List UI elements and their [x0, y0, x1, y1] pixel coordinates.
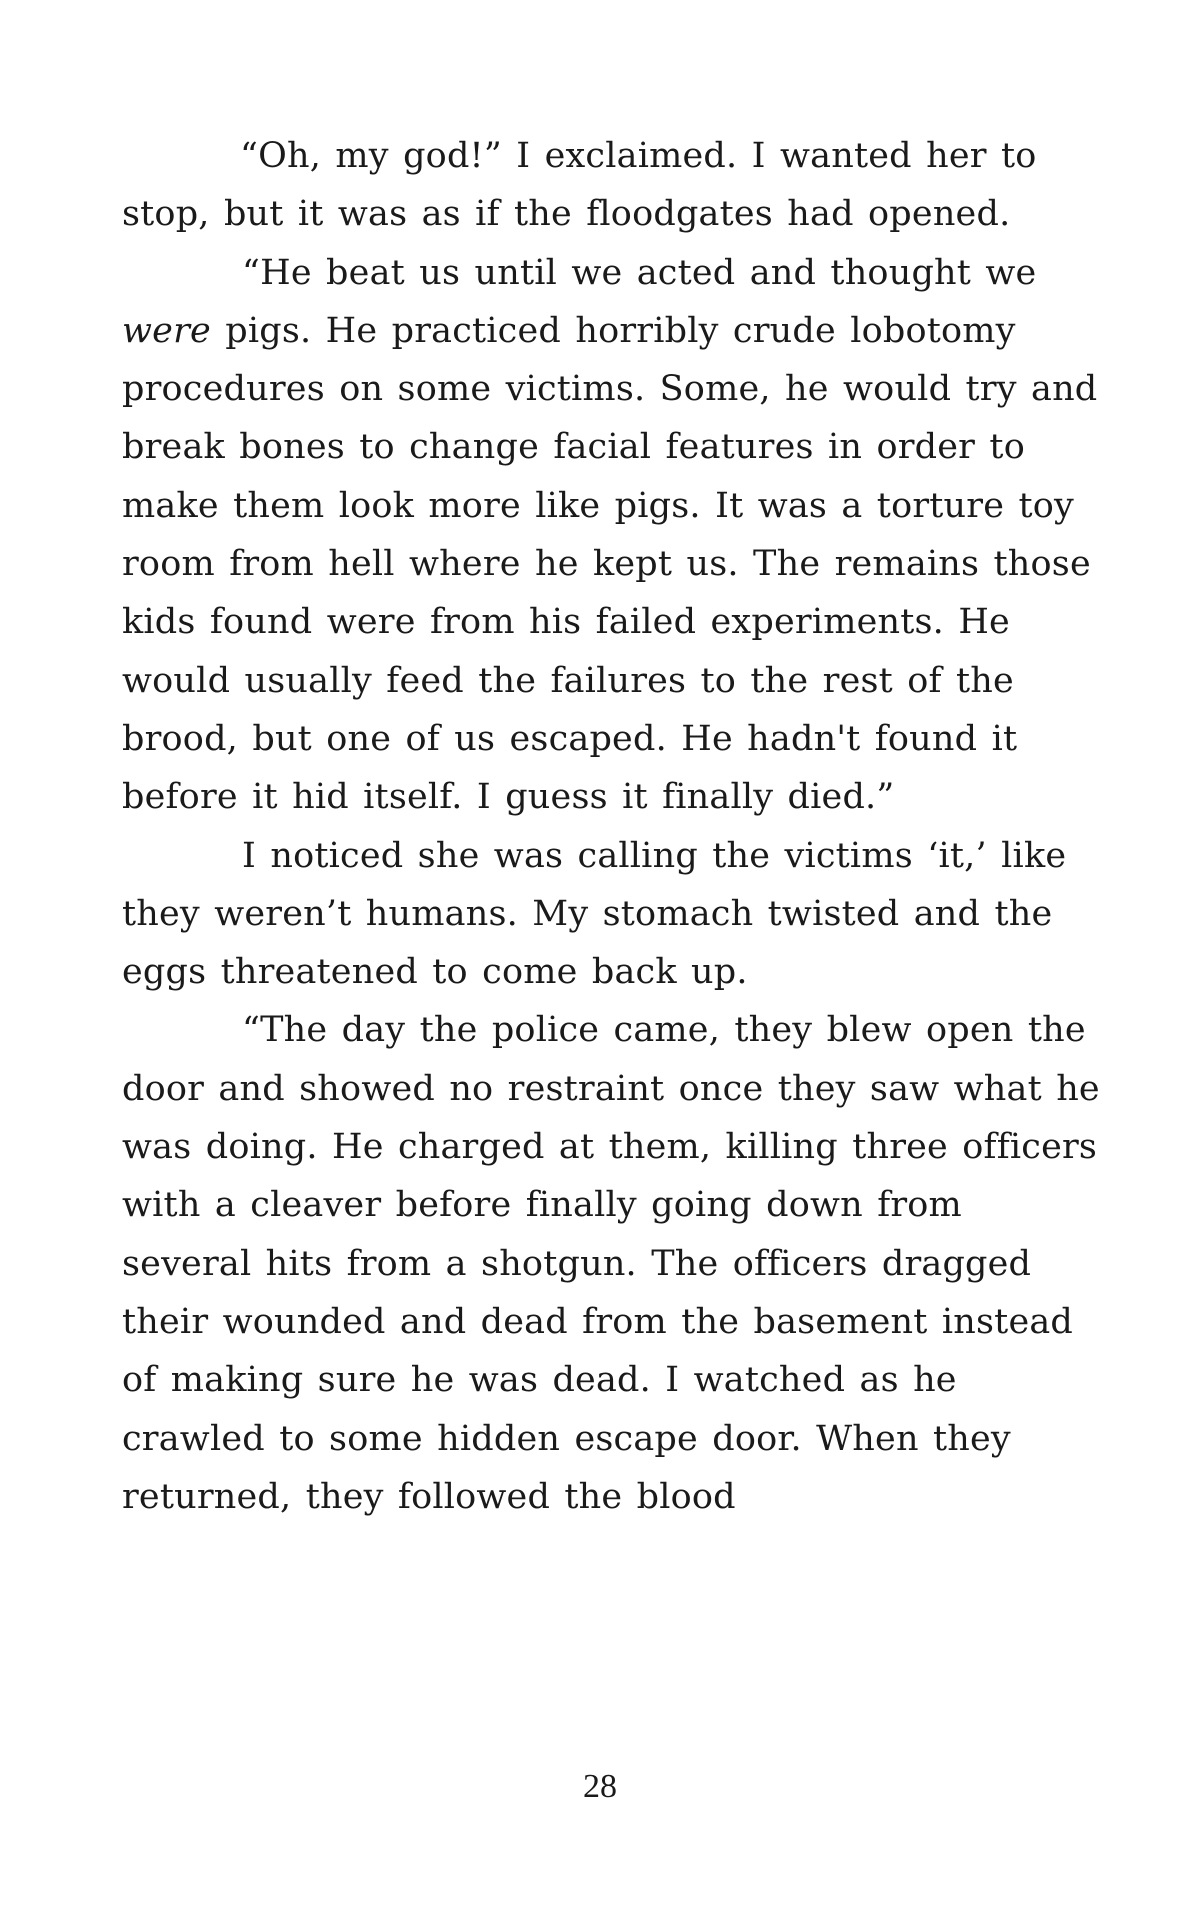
paragraph-1-text: “Oh, my god!” I exclaimed. I wanted her to stop, but it was as if the floodgates had opened. — [122, 136, 1037, 235]
paragraph-3 — [122, 827, 1102, 1002]
paragraph-2-emphasis: were — [122, 310, 211, 351]
paragraph-4 — [122, 1001, 1102, 1526]
paragraph-3-text: I noticed she was calling the victims ‘it,’ like they weren’t humans. My stomach twisted and the eggs threatened to come back up. — [122, 835, 1067, 993]
paragraph-2-text-before: “He beat us until we acted and thought we — [242, 252, 1037, 293]
paragraph-2-text-after: pigs. He practiced horribly crude lobotomy procedures on some victims. Some, he would try and break bones to change facial features in order to make them look more like pigs. It was a torture toy room from hell where he kept us. The remains those kids found were from his failed experiments. He would usually feed the failures to the rest of the brood, but one of us escaped. He hadn't found it before it hid itself. I guess it finally died.” — [122, 310, 1098, 818]
paragraph-2 — [122, 244, 1102, 827]
paragraph-4-text: “The day the police came, they blew open the door and showed no restraint once they saw what he was doing. He charged at them, killing three officers with a cleaver before finally going down from several hits from a shotgun. The officers dragged their wounded and dead from the basement instead of making sure he was dead. I watched as he crawled to some hidden escape door. When they returned, they followed the blood — [122, 1010, 1100, 1517]
body-text — [122, 127, 1102, 1526]
page-number: 28 — [583, 1768, 617, 1805]
paragraph-1 — [122, 127, 1102, 244]
